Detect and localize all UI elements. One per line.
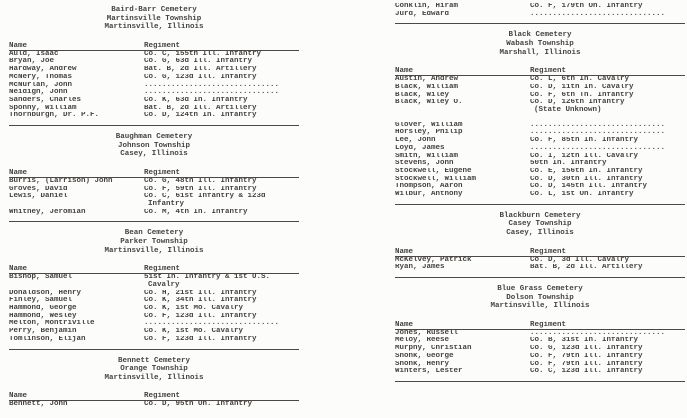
regiment-cell: Co. L, 6th In. Cavalry bbox=[530, 76, 630, 84]
record-row bbox=[9, 336, 299, 344]
record-row bbox=[395, 368, 685, 376]
regiment-cell: Co. G, 48th Ill. Infantry bbox=[144, 177, 257, 185]
record-row bbox=[395, 153, 685, 161]
table-header-row bbox=[9, 169, 299, 178]
name-cell: McNery, Thomas bbox=[9, 73, 73, 81]
cemetery-section bbox=[9, 357, 299, 409]
name-cell: Stockwell, Eugene bbox=[395, 167, 472, 175]
regiment-cell: Co. B, 31st In. Infantry bbox=[530, 337, 639, 345]
cemetery-name: Blackburn Cemetery bbox=[499, 211, 581, 220]
regiment-column-header: Regiment bbox=[144, 168, 181, 177]
regiment-cell: Bat. B, 2d Ill. Artillery bbox=[530, 264, 643, 272]
township-name: Dolson Township bbox=[506, 293, 574, 302]
regiment-cell: Co. D, 30th Ill. Infantry bbox=[530, 175, 643, 183]
record-row bbox=[395, 122, 685, 130]
regiment-cell: Co. K, 34th Ill. Infantry bbox=[144, 297, 257, 305]
regiment-cell: Co. H, 21st Ill. Infantry bbox=[144, 289, 257, 297]
name-cell: Wilbur, Anthony bbox=[395, 191, 463, 199]
name-cell: Sanders, Charles bbox=[9, 97, 82, 104]
record-row bbox=[9, 178, 299, 186]
name-cell: Austin, Andrew bbox=[395, 76, 459, 84]
city-state: Marshall, Illinois bbox=[499, 48, 581, 57]
table-header-row bbox=[395, 321, 685, 330]
regiment-column-header: Regiment bbox=[144, 392, 181, 401]
name-cell: Hardway, Andrew bbox=[9, 66, 77, 74]
name-cell: McKelvey, Patrick bbox=[395, 256, 472, 264]
regiment-cell: Bat. B, 2d Ill. Artillery bbox=[144, 104, 257, 112]
record-row bbox=[395, 257, 685, 265]
record-row bbox=[9, 290, 299, 298]
cemetery-name: Black Cemetery bbox=[508, 31, 572, 40]
regiment-cell: Co. C, 61st Infantry & 123d bbox=[144, 193, 266, 201]
regiment-column-header: Regiment bbox=[530, 247, 567, 256]
township-name: Martinsville Township bbox=[106, 14, 202, 23]
table-header-row bbox=[395, 67, 685, 76]
record-row bbox=[9, 89, 299, 97]
name-cell: Ryan, James bbox=[395, 264, 445, 272]
column-right bbox=[395, 3, 685, 389]
name-cell: Hammond, Wesley bbox=[9, 312, 77, 320]
record-row bbox=[9, 74, 299, 82]
record-row bbox=[395, 345, 685, 353]
regiment-cell: 50th In. Infantry bbox=[530, 160, 607, 168]
table-header-row bbox=[9, 392, 299, 401]
regiment-cell: Co. F, 79th Ill. Infantry bbox=[530, 352, 643, 360]
city-state: Martinsville, Illinois bbox=[104, 23, 204, 32]
cemetery-section bbox=[9, 6, 299, 126]
regiment-cell: Co. F, 123d Ill. Infantry bbox=[144, 335, 257, 343]
cemetery-section bbox=[9, 229, 299, 349]
section-divider bbox=[395, 381, 685, 382]
record-row bbox=[9, 401, 299, 409]
name-cell: Black, Wiley O. bbox=[395, 99, 463, 107]
name-cell: Lee, John bbox=[395, 137, 436, 145]
section-divider bbox=[9, 349, 299, 350]
name-column-header: Name bbox=[9, 168, 28, 177]
record-row bbox=[395, 137, 685, 145]
record-row bbox=[395, 361, 685, 369]
city-state: Martinsville, Illinois bbox=[490, 302, 590, 311]
record-row bbox=[9, 320, 299, 328]
name-cell: Black, William bbox=[395, 83, 459, 91]
record-row bbox=[9, 186, 299, 194]
section-divider bbox=[9, 221, 299, 222]
regiment-cell: Co. D, 95th Oh. Infantry bbox=[144, 401, 253, 409]
regiment-cell: Co. G, 123d Ill. Infantry bbox=[144, 73, 257, 81]
name-cell: Lewis, Daniel bbox=[9, 193, 68, 201]
cemetery-section bbox=[395, 212, 685, 278]
regiment-cell: Co. M, 4th In. Infantry bbox=[144, 208, 248, 216]
name-cell: Melton, Montriville bbox=[9, 320, 95, 328]
city-state: Casey, Illinois bbox=[506, 228, 574, 237]
name-cell: Neidigh, John bbox=[9, 89, 68, 97]
name-column-header: Name bbox=[395, 320, 414, 329]
name-cell: Conklin, Hiram bbox=[395, 3, 459, 10]
section-title bbox=[395, 212, 685, 238]
regiment-cell: .............................. bbox=[144, 81, 280, 89]
regiment-cell: Co. F, 6th Tn. Infantry bbox=[530, 91, 634, 99]
name-cell: Finley, Samuel bbox=[9, 297, 73, 305]
name-cell: Bryan, Joe bbox=[9, 58, 55, 66]
regiment-wrap-line: Cavalry bbox=[148, 280, 180, 289]
section-title bbox=[395, 31, 685, 57]
record-row bbox=[395, 76, 685, 84]
name-column-header: Name bbox=[9, 265, 28, 274]
table-header-row bbox=[9, 265, 299, 274]
regiment-cell: Co. G, 123d Ill. Infantry bbox=[530, 345, 643, 353]
record-row bbox=[395, 337, 685, 345]
record-rows-continuation bbox=[395, 3, 685, 24]
name-cell: Groves, David bbox=[9, 185, 68, 193]
name-cell: Meloy, Reese bbox=[395, 337, 450, 345]
record-row bbox=[395, 330, 685, 338]
record-row bbox=[395, 129, 685, 137]
regiment-cell: Bat. B, 2d Ill. Artillery bbox=[144, 66, 257, 74]
section-divider bbox=[395, 277, 685, 278]
record-row bbox=[395, 84, 685, 92]
record-row bbox=[395, 264, 685, 272]
record-row bbox=[9, 313, 299, 321]
name-cell: Tomlinson, Elijah bbox=[9, 335, 86, 343]
name-cell: Glover, William bbox=[395, 121, 463, 129]
name-cell: Jurd, Edward bbox=[395, 10, 450, 18]
cemetery-name: Baughman Cemetery bbox=[115, 133, 193, 142]
record-row bbox=[395, 11, 685, 19]
city-state: Casey, Illinois bbox=[120, 150, 188, 159]
cemetery-name: Blue Grass Cemetery bbox=[497, 284, 583, 293]
section-title bbox=[395, 285, 685, 311]
regiment-cell: Co. G, 63d Ill. Infantry bbox=[144, 58, 253, 66]
regiment-column-header: Regiment bbox=[530, 67, 567, 76]
name-cell: McNurlan, John bbox=[9, 81, 73, 89]
record-row bbox=[9, 328, 299, 336]
name-cell: Donaldson, Henry bbox=[9, 289, 82, 297]
name-cell: Stevens, John bbox=[395, 160, 454, 168]
regiment-cell: .............................. bbox=[530, 10, 666, 18]
name-cell: Murphy, Christian bbox=[395, 345, 472, 353]
name-cell: Stockwell, William bbox=[395, 175, 477, 183]
regiment-cell: Co. D, 145th Ill. Infantry bbox=[530, 183, 648, 191]
section-divider bbox=[395, 204, 685, 205]
record-row bbox=[9, 58, 299, 66]
regiment-cell: .............................. bbox=[144, 89, 280, 97]
cemetery-section bbox=[395, 31, 685, 204]
name-cell: Sponny, William bbox=[9, 104, 77, 112]
record-row bbox=[9, 66, 299, 74]
regiment-cell: 51st In. Infantry & 1st U.S. bbox=[144, 274, 271, 282]
cemetery-name: Bennett Cemetery bbox=[117, 356, 190, 365]
regiment-cell: Co. K, 1st Mo. Cavalry bbox=[144, 305, 244, 312]
record-row bbox=[395, 160, 685, 168]
record-row bbox=[395, 168, 685, 176]
cemetery-section bbox=[395, 285, 685, 382]
township-name: Orange Township bbox=[120, 365, 188, 374]
city-state: Martinsville, Illinois bbox=[104, 373, 204, 382]
section-title bbox=[9, 357, 299, 383]
cemetery-section bbox=[9, 133, 299, 222]
regiment-column-header: Regiment bbox=[144, 41, 181, 50]
record-row bbox=[9, 297, 299, 305]
regiment-wrap-line: Infantry bbox=[148, 200, 185, 208]
record-row bbox=[9, 112, 299, 120]
record-row bbox=[9, 209, 299, 217]
name-column-header: Name bbox=[9, 392, 28, 401]
name-column-header: Name bbox=[395, 247, 414, 256]
regiment-cell: Co. K, 63d In. Infantry bbox=[144, 97, 248, 104]
city-state: Martinsville, Illinois bbox=[104, 246, 204, 255]
column-left bbox=[9, 6, 299, 409]
regiment-cell: .............................. bbox=[530, 121, 666, 129]
record-row bbox=[395, 353, 685, 361]
regiment-cell: Co. F, 59th Ill. Infantry bbox=[144, 185, 257, 193]
name-column-header: Name bbox=[395, 67, 414, 76]
regiment-cell: Co. K, 1st Mo. Cavalry bbox=[144, 328, 244, 336]
record-row bbox=[395, 191, 685, 199]
township-name: Casey Township bbox=[508, 220, 572, 229]
record-row bbox=[9, 105, 299, 113]
regiment-column-header: Regiment bbox=[144, 265, 181, 274]
regiment-wrap-line: (State Unknown) bbox=[534, 106, 602, 114]
name-cell: Black, Wiley bbox=[395, 91, 450, 99]
regiment-cell: Co. F, 79th Ill. Infantry bbox=[530, 360, 643, 368]
township-name: Wabash Township bbox=[506, 40, 574, 48]
regiment-cell: Co. D, 124th In. Infantry bbox=[144, 112, 257, 120]
name-cell: Auld, Isaac bbox=[9, 50, 59, 58]
regiment-cell: Co. F, 85th In. Infantry bbox=[530, 137, 639, 145]
table-header-row bbox=[9, 42, 299, 51]
name-cell: Loyd, James bbox=[395, 144, 445, 152]
name-cell: Burris, (Larrison) John bbox=[9, 177, 113, 185]
township-name: Johnson Township bbox=[117, 141, 190, 150]
name-cell: Shonk, George bbox=[395, 352, 454, 360]
name-cell: Bennett, John bbox=[9, 401, 68, 409]
blank-line bbox=[395, 115, 685, 122]
record-row bbox=[9, 305, 299, 313]
regiment-cell: .............................. bbox=[530, 144, 666, 152]
section-divider bbox=[395, 23, 685, 24]
record-row bbox=[395, 183, 685, 191]
record-row bbox=[9, 97, 299, 105]
name-cell: Thompson, Aaron bbox=[395, 183, 463, 191]
regiment-cell: Co. E, 156th In. Infantry bbox=[530, 167, 643, 175]
table-header-row bbox=[395, 248, 685, 257]
regiment-cell: Co. C, 123d Ill. Infantry bbox=[530, 368, 643, 376]
record-row bbox=[395, 92, 685, 100]
township-name: Parker Township bbox=[120, 238, 188, 246]
section-divider bbox=[9, 125, 299, 126]
regiment-cell: Co. D, 3d Ill. Cavalry bbox=[530, 256, 630, 264]
section-title bbox=[9, 6, 299, 32]
name-cell: Jones, Russell bbox=[395, 329, 459, 337]
record-row bbox=[395, 176, 685, 184]
cemetery-name: Baird-Barr Cemetery bbox=[111, 6, 197, 14]
record-row bbox=[395, 3, 685, 11]
regiment-cell: Co. D, 11th In. Cavalry bbox=[530, 83, 634, 91]
record-row bbox=[395, 145, 685, 153]
record-row bbox=[9, 51, 299, 59]
regiment-cell: .............................. bbox=[530, 329, 666, 337]
regiment-cell: Co. D, 126th Infantry bbox=[530, 99, 625, 107]
name-cell: Winters, Lester bbox=[395, 368, 463, 376]
section-title bbox=[9, 229, 299, 255]
regiment-cell: .............................. bbox=[530, 129, 666, 137]
name-cell: Smith, William bbox=[395, 152, 459, 160]
regiment-cell: Co. F, 123d Ill. Infantry bbox=[144, 312, 257, 320]
cemetery-name: Bean Cemetery bbox=[124, 229, 184, 238]
name-cell: Hammond, George bbox=[9, 305, 77, 312]
name-cell: Shonk, Henry bbox=[395, 360, 450, 368]
regiment-cell: .............................. bbox=[144, 320, 280, 328]
name-cell: Whitney, Jeromiah bbox=[9, 208, 86, 216]
regiment-cell: Co. L, 1st Oh. Infantry bbox=[530, 191, 634, 199]
name-cell: Horsley, Philip bbox=[395, 129, 463, 137]
record-row bbox=[9, 82, 299, 90]
name-column-header: Name bbox=[9, 41, 28, 50]
regiment-cell: Co. F, 179th Oh. Infantry bbox=[530, 3, 643, 10]
name-cell: Bishop, Samuel bbox=[9, 274, 73, 282]
name-cell: Perry, Benjamin bbox=[9, 328, 77, 336]
section-title bbox=[9, 133, 299, 159]
regiment-column-header: Regiment bbox=[530, 320, 567, 329]
regiment-cell: Co. I, 12th Ill. Cavalry bbox=[530, 152, 639, 160]
regiment-cell: Co. C, 155th Ill. Infantry bbox=[144, 50, 262, 58]
name-cell: Thornburgh, Dr. P.F. bbox=[9, 112, 100, 120]
